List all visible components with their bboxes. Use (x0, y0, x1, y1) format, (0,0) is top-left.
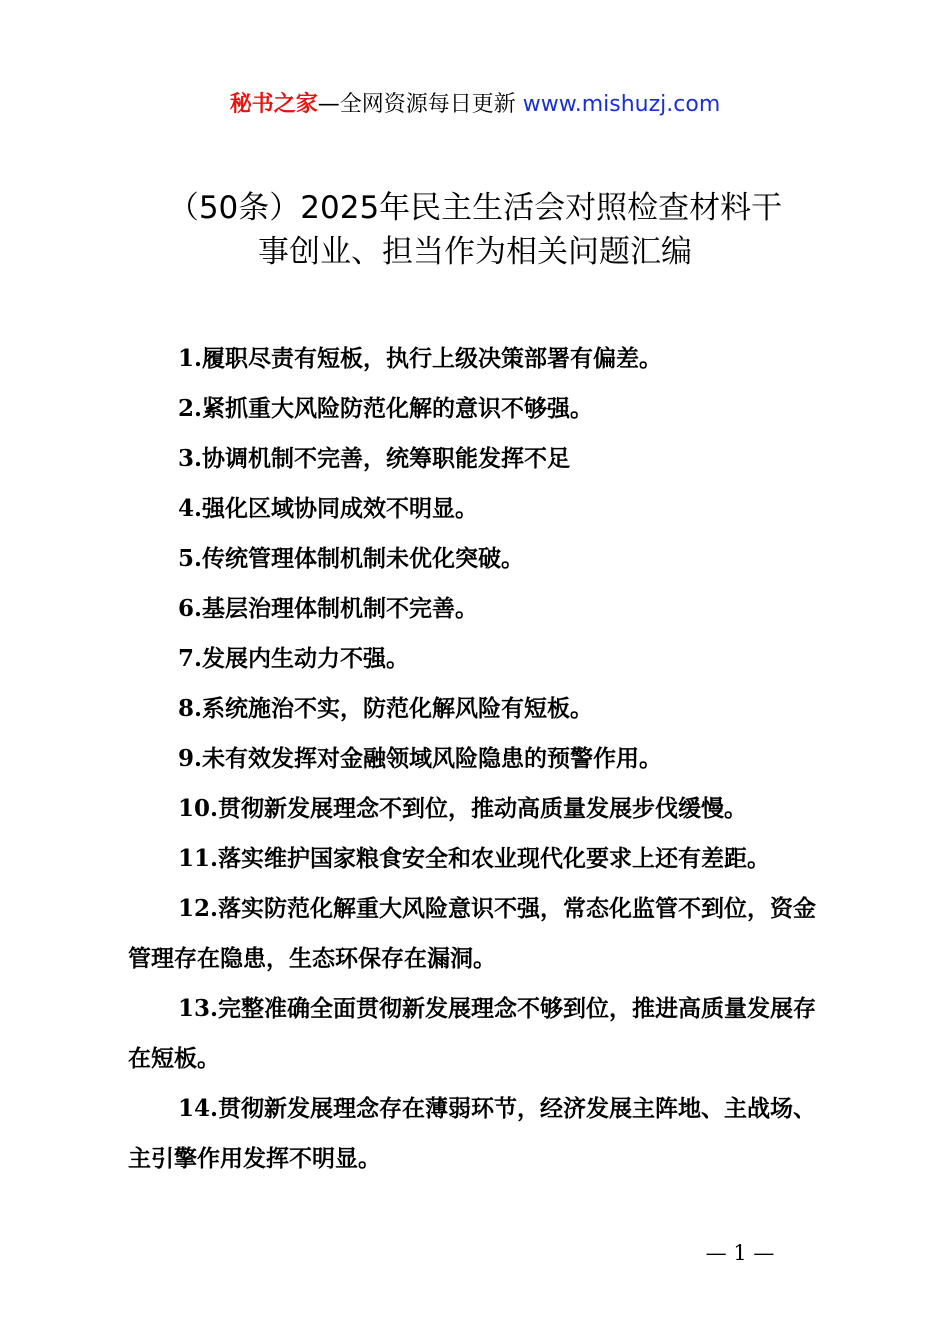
item-number: 2. (178, 395, 203, 422)
item-number: 1. (178, 345, 203, 372)
list-item (128, 634, 832, 684)
list-item (128, 484, 832, 534)
list-item (128, 834, 832, 884)
site-url-link[interactable]: www.mishuzj.com (522, 92, 721, 117)
list-item (128, 1084, 832, 1184)
item-number: 3. (178, 445, 203, 472)
item-text: 紧抓重大风险防范化解的意识不够强。 (202, 396, 594, 422)
list-item (128, 684, 832, 734)
title-line-2: 事创业、担当作为相关问题汇编 (258, 234, 692, 270)
item-text: 发展内生动力不强。 (202, 646, 410, 672)
list-item (128, 734, 832, 784)
list-item (128, 434, 832, 484)
item-number: 6. (178, 595, 203, 622)
item-text: 贯彻新发展理念不到位，推动高质量发展步伐缓慢。 (218, 796, 748, 822)
item-number: 7. (178, 645, 203, 672)
list-item (128, 334, 832, 384)
item-number: 14. (178, 1095, 219, 1122)
item-number: 4. (178, 495, 203, 522)
title-line-1: （50条）2025年民主生活会对照检查材料干 (167, 190, 783, 226)
banner-tagline: —全网资源每日更新 (317, 92, 516, 117)
item-number: 8. (178, 695, 203, 722)
item-text: 完整准确全面贯彻新发展理念不够到位，推进高质量发展存在短板。 (128, 996, 817, 1072)
list-item (128, 384, 832, 434)
item-number: 11. (178, 845, 219, 872)
list-item (128, 884, 832, 984)
item-number: 9. (178, 745, 203, 772)
brand-name: 秘书之家 (229, 92, 318, 117)
item-text: 基层治理体制机制不完善。 (202, 596, 479, 622)
item-number: 12. (178, 895, 219, 922)
item-text: 贯彻新发展理念存在薄弱环节，经济发展主阵地、主战场、主引擎作用发挥不明显。 (128, 1096, 817, 1172)
item-text: 未有效发挥对金融领域风险隐患的预警作用。 (202, 746, 663, 772)
item-text: 履职尽责有短板，执行上级决策部署有偏差。 (202, 346, 663, 372)
item-text: 落实维护国家粮食安全和农业现代化要求上还有差距。 (218, 846, 771, 872)
list-item (128, 534, 832, 584)
item-number: 5. (178, 545, 203, 572)
list-item (128, 784, 832, 834)
issue-list (128, 334, 832, 1184)
item-number: 10. (178, 795, 219, 822)
list-item (128, 584, 832, 634)
site-banner (0, 88, 950, 122)
list-item (128, 984, 832, 1084)
item-text: 系统施治不实，防范化解风险有短板。 (202, 696, 594, 722)
item-text: 落实防范化解重大风险意识不强，常态化监管不到位，资金管理存在隐患，生态环保存在漏洞。 (128, 896, 817, 972)
item-number: 13. (178, 995, 219, 1022)
item-text: 协调机制不完善，统筹职能发挥不足 (202, 446, 571, 472)
item-text: 强化区域协同成效不明显。 (202, 496, 479, 522)
item-text: 传统管理体制机制未优化突破。 (202, 546, 525, 572)
page-number: — 1 — (705, 1241, 775, 1265)
document-title (100, 186, 850, 274)
